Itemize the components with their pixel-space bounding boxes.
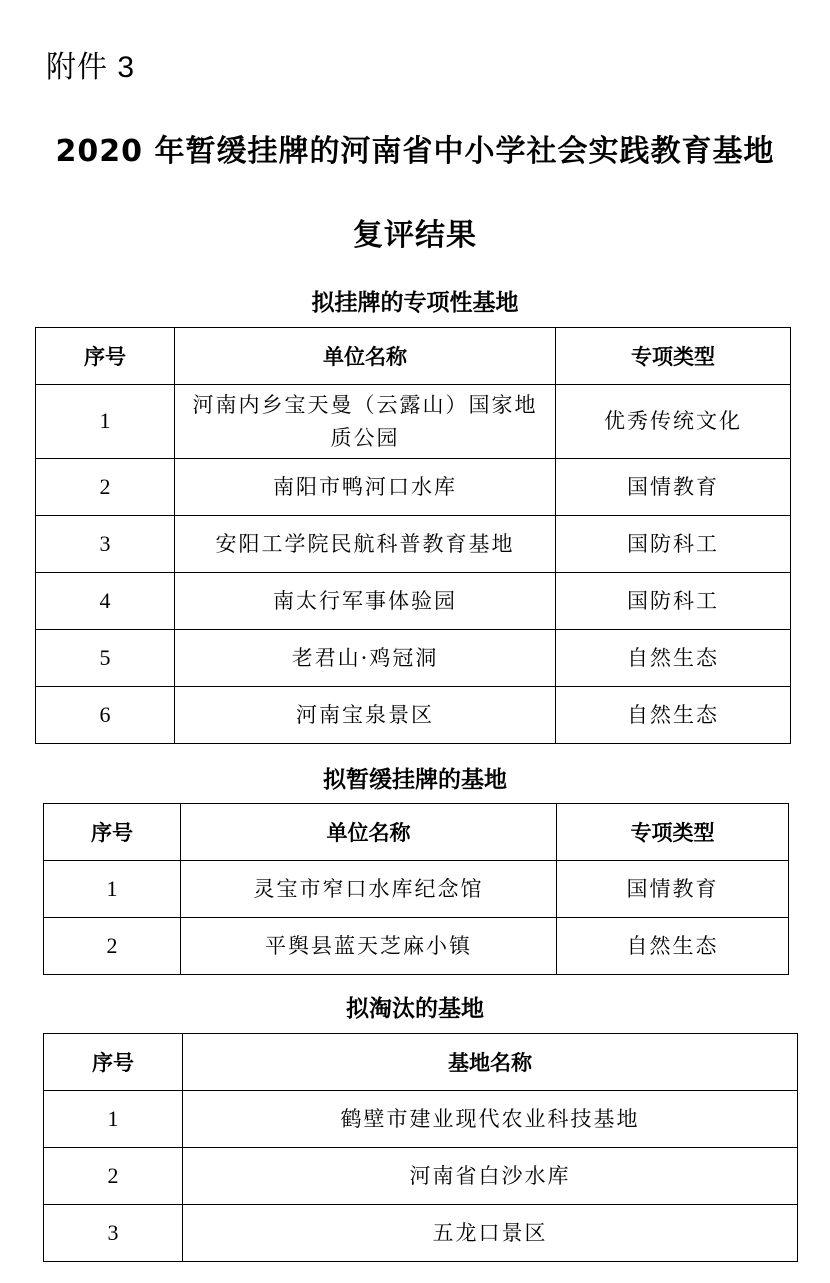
section3-heading: 拟淘汰的基地 — [346, 996, 484, 1022]
row-unit-name: 安阳工学院民航科普教育基地 — [175, 516, 556, 573]
table-row — [36, 516, 791, 573]
row-base-name: 鹤壁市建业现代农业科技基地 — [183, 1091, 798, 1148]
section2-table — [43, 803, 789, 975]
attachment-label: 附件 3 — [46, 51, 136, 84]
table-row — [36, 385, 791, 459]
row-index: 6 — [36, 687, 175, 744]
row-index: 1 — [44, 861, 181, 918]
header-type: 专项类型 — [556, 328, 791, 385]
row-index: 1 — [44, 1091, 183, 1148]
header-index: 序号 — [44, 1034, 183, 1091]
row-type: 自然生态 — [556, 630, 791, 687]
header-index: 序号 — [44, 804, 181, 861]
row-index: 1 — [36, 385, 175, 459]
row-type: 自然生态 — [557, 918, 789, 975]
table-header-row — [44, 804, 789, 861]
row-type: 国防科工 — [556, 573, 791, 630]
row-index: 4 — [36, 573, 175, 630]
table-row — [44, 918, 789, 975]
row-type: 国情教育 — [556, 459, 791, 516]
document-title-line2: 复评结果 — [353, 218, 477, 253]
header-type: 专项类型 — [557, 804, 789, 861]
row-type: 国情教育 — [557, 861, 789, 918]
row-unit-name: 南太行军事体验园 — [175, 573, 556, 630]
table-row — [44, 1091, 798, 1148]
table-row — [44, 1205, 798, 1262]
row-type: 优秀传统文化 — [556, 385, 791, 459]
row-index: 2 — [44, 918, 181, 975]
table-header-row — [44, 1034, 798, 1091]
row-index: 2 — [36, 459, 175, 516]
row-index: 5 — [36, 630, 175, 687]
row-index: 2 — [44, 1148, 183, 1205]
row-unit-name: 灵宝市窄口水库纪念馆 — [181, 861, 557, 918]
header-unit-name: 单位名称 — [175, 328, 556, 385]
row-base-name: 五龙口景区 — [183, 1205, 798, 1262]
header-index: 序号 — [36, 328, 175, 385]
document-title-line1: 2020 年暂缓挂牌的河南省中小学社会实践教育基地 — [55, 134, 775, 169]
section3-table — [43, 1033, 798, 1262]
row-unit-name: 南阳市鸭河口水库 — [175, 459, 556, 516]
table-row — [36, 687, 791, 744]
section1-table — [35, 327, 791, 744]
table-row — [36, 459, 791, 516]
row-index: 3 — [44, 1205, 183, 1262]
header-unit-name: 单位名称 — [181, 804, 557, 861]
row-unit-name: 老君山·鸡冠洞 — [175, 630, 556, 687]
section1-heading: 拟挂牌的专项性基地 — [311, 290, 519, 316]
row-unit-name: 河南宝泉景区 — [175, 687, 556, 744]
row-unit-name: 平舆县蓝天芝麻小镇 — [181, 918, 557, 975]
row-index: 3 — [36, 516, 175, 573]
row-type: 国防科工 — [556, 516, 791, 573]
table-row — [36, 573, 791, 630]
table-header-row — [36, 328, 791, 385]
row-type: 自然生态 — [556, 687, 791, 744]
table-row — [36, 630, 791, 687]
row-unit-name: 河南内乡宝天曼（云露山）国家地质公园 — [175, 385, 556, 459]
table-row — [44, 1148, 798, 1205]
section2-heading: 拟暂缓挂牌的基地 — [323, 767, 507, 793]
table-row — [44, 861, 789, 918]
header-base-name: 基地名称 — [183, 1034, 798, 1091]
row-base-name: 河南省白沙水库 — [183, 1148, 798, 1205]
